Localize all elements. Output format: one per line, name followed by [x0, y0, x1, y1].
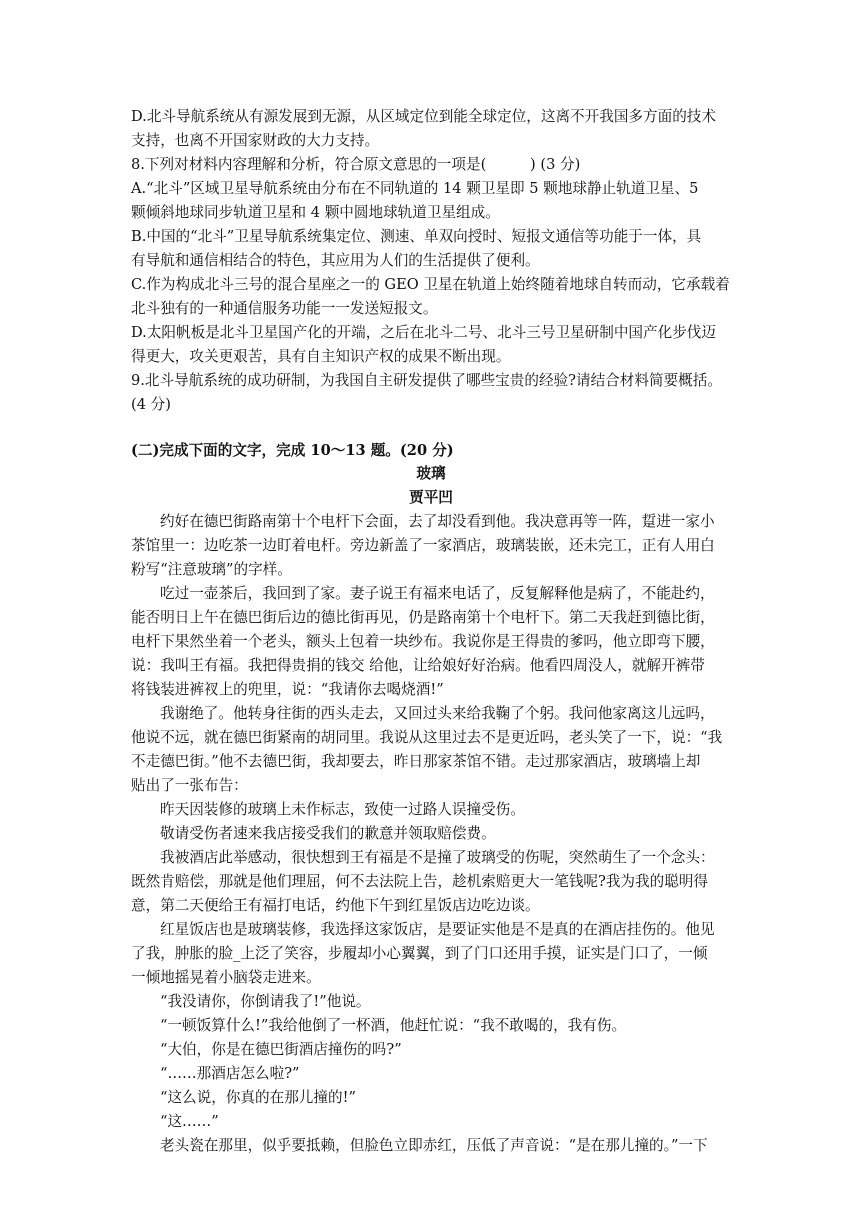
heading-line: 玻璃: [416, 465, 446, 482]
text-line: “我没请你，你倒请我了!”他说。: [160, 993, 371, 1010]
text-line: C.作为构成北斗三号的混合星座之一的 GEO 卫星在轨道上始终随着地球自转而动，它承载着: [131, 276, 730, 293]
text-line: 8.下列对材料内容理解和分析，符合原文意思的一项是( ) (3 分): [131, 156, 581, 173]
text-line: 老头瓷在那里，似乎要抵赖，但脸色立即赤红，压低了声音说：“是在那儿撞的。”一下: [160, 1137, 708, 1154]
text-line: 红星饭店也是玻璃装修，我选择这家饭店，是要证实他是不是真的在酒店挂伤的。他见: [160, 921, 715, 938]
text-line: A.“北斗”区域卫星导航系统由分布在不同轨道的 14 颗卫星即 5 颗地球静止轨道卫星、5: [131, 180, 699, 197]
text-line: “这……”: [160, 1113, 219, 1130]
text-line: D.太阳帆板是北斗卫星国产化的开端，之后在北斗二号、北斗三号卫星研制中国产化步伐迈: [131, 324, 716, 341]
text-line: 意，第二天便给王有福打电话，约他下午到红星饭店边吃边谈。: [131, 897, 540, 914]
text-line: “大伯，你是在德巴街酒店撞伤的吗?”: [160, 1041, 402, 1058]
text-line: 了我，肿胀的脸_上泛了笑容，步履却小心翼翼，到了门口还用手摸，证实是门口了，一倾: [131, 945, 708, 962]
text-line: 约好在德巴街路南第十个电杆下会面，去了却没看到他。我决意再等一阵，踅进一家小: [160, 513, 715, 530]
text-line: 茶馆里一：边吃茶一边盯着电杆。旁边新盖了一家酒店，玻璃装嵌，还未完工，正有人用白: [131, 537, 715, 554]
text-line: 说：我叫王有福。我把得贵捐的钱交 给他，让给娘好好治病。他看四周没人，就解开裤带: [131, 657, 705, 674]
text-line: 颗倾斜地球同步轨道卫星和 4 颗中圆地球轨道卫星组成。: [131, 204, 500, 221]
text-line: B.中国的“北斗”卫星导航系统集定位、测速、单双向授时、短报文通信等功能于一体，具: [131, 228, 702, 245]
text-line: 一倾地摇晃着小脑袋走进来。: [131, 969, 321, 986]
text-line: 敬请受伤者速来我店接受我们的歉意并领取赔偿费。: [160, 825, 496, 842]
text-line: D.北斗导航系统从有源发展到无源，从区域定位到能全球定位，这离不开我国多方面的技术: [131, 108, 716, 125]
text-line: (二)完成下面的文字，完成 10～13 题。(20 分): [131, 442, 454, 459]
text-line: 9.北斗导航系统的成功研制，为我国自主研发提供了哪些宝贵的经验?请结合材料简要概括。: [131, 372, 722, 389]
text-line: 将钱装进裤衩上的兜里，说：“我请你去喝烧酒!”: [131, 681, 444, 698]
text-line: 我谢绝了。他转身往街的西头走去，又回过头来给我鞠了个躬。我问他家离这儿远吗，: [160, 705, 715, 722]
text-line: 他说不远，就在德巴街紧南的胡同里。我说从这里过去不是更近吗，老头笑了一下，说：“我: [131, 729, 723, 746]
text-line: 粉写“注意玻璃”的字样。: [131, 561, 292, 578]
text-line: 昨天因装修的玻璃上未作标志，致使一过路人误撞受伤。: [160, 801, 525, 818]
text-line: 不走德巴街。”他不去德巴街，我却要去，昨日那家茶馆不错。走过那家酒店，玻璃墙上却: [131, 753, 701, 770]
text-line: 我被酒店此举感动，很快想到王有福是不是撞了玻璃受的伤呢，突然萌生了一个念头：: [160, 849, 715, 866]
text-line: “……那酒店怎么啦?”: [160, 1065, 300, 1082]
text-line: “这么说，你真的在那儿撞的!”: [160, 1089, 356, 1106]
text-line: “一顿饭算什么!”我给他倒了一杯酒，他赶忙说：“我不敢喝的，我有伤。: [160, 1017, 627, 1034]
text-line: 有导航和通信相结合的特色，其应用为人们的生活提供了便利。: [131, 252, 540, 269]
text-line: 吃过一壶茶后，我回到了家。妻子说王有福来电话了，反复解释他是病了，不能赴约，: [160, 585, 715, 602]
text-line: 能否明日上午在德巴街后边的德比街再见，仍是路南第十个电杆下。第二天我赶到德比街，: [131, 609, 715, 626]
text-line: 贴出了一张布告：: [131, 777, 248, 794]
text-line: 支持，也离不开国家财政的大力支持。: [131, 132, 380, 149]
text-line: 电杆下果然坐着一个老头，额头上包着一块纱布。我说你是王得贵的爹吗，他立即弯下腰，: [131, 633, 715, 650]
text-line: 北斗独有的一种通信服务功能一一发送短报文。: [131, 300, 438, 317]
heading-line: 贾平凹: [409, 489, 453, 506]
text-line: 得更大，攻关更艰苦，具有自主知识产权的成果不断出现。: [131, 348, 511, 365]
text-line: 既然肯赔偿，那就是他们理屈，何不去法院上告，趁机索赔更大一笔钱呢?我为我的聪明得: [131, 873, 708, 890]
text-line: (4 分): [131, 396, 171, 413]
